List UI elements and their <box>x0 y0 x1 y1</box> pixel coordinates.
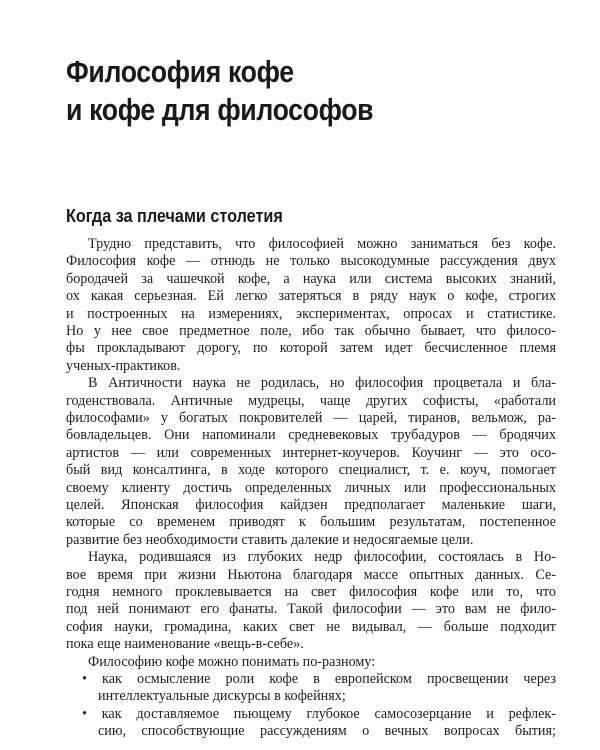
text-line: бородачей за чашечкой кофе, а наука или система высоких знаний, <box>66 270 556 287</box>
text-line: Но у нее свое предметное поле, ибо так обычно бывает, что филосо- <box>66 323 556 339</box>
text-line: ученых-практиков. <box>66 357 181 374</box>
chapter-title-line-1: Философия кофе <box>66 54 294 89</box>
text-line: Философию кофе можно понимать по-разному: <box>88 653 376 670</box>
text-line: Трудно представить, что философией можно заниматься без кофе. <box>88 236 556 252</box>
text-line: и построенных на измерениях, экспериментах, опросах и статистике. <box>66 305 556 322</box>
text-line: фы прокладывают дорогу, по которой затем идет бесчисленное племя <box>66 340 556 357</box>
text-line: под ней понимают его фанаты. Такой философии — это вам не фило- <box>66 601 556 618</box>
text-line: годня немного проклевывается на свет философия кофе или то, что <box>66 584 556 600</box>
text-line: годенствовала. Античные мудрецы, чаще других софисты, «работали <box>66 392 556 409</box>
chapter-title-line-2: и кофе для философов <box>66 92 374 127</box>
text-line: целей. Японская философия кайдзен предполагает маленькие шаги, <box>66 497 556 513</box>
text-line: своему клиенту достичь определенных личных или профессиональных <box>66 479 556 496</box>
text-line: • как доставляемое пьющему глубокое самосозерцание и рефлек- <box>82 705 556 722</box>
text-line: развитие без необходимости ставить далекие и недосягаемые цели. <box>66 531 474 548</box>
text-line: артистов — или современных интернет-коучеров. Коучинг — это осо- <box>66 444 556 461</box>
text-line: В Античности наука не родилась, но философия процветала и бла- <box>88 375 556 392</box>
text-line: сию, способствующие рассуждениям о вечных вопросах бытия; <box>98 723 556 740</box>
section-heading: Когда за плечами столетия <box>66 206 283 226</box>
text-line: вое время при жизни Ньютона благодаря массе опытных данных. Се- <box>66 566 556 583</box>
text-line: софия науки, громадина, каких свет не видывал, — больше подходит <box>66 618 556 635</box>
text-line: пока еще наименование «вещь-в-себе». <box>66 636 304 653</box>
text-line: которые со временем приводят к большим результатам, постепенное <box>66 514 556 531</box>
text-line: • как осмысление роли кофе в европейском просвещении через <box>82 671 556 687</box>
text-line: ох какая серьезная. Ей легко затеряться в ряду наук о кофе, строгих <box>66 288 556 305</box>
text-line: бовладельцев. Они напоминали средневековых трубадуров — бродячих <box>66 427 556 444</box>
text-line: философами» у богатых покровителей — царей, тиранов, вельмож, ра- <box>66 410 556 426</box>
text-line: интеллектуальные дискурсы в кофейнях; <box>98 688 346 705</box>
text-line: Наука, родившаяся из глубоких недр философии, состоялась в Но- <box>88 549 556 566</box>
text-line: бый вид консалтинга, в ходе которого специалист, т. е. коуч, помогает <box>66 462 556 479</box>
text-line: Философия кофе — отнюдь не только высокодумные рассуждения двух <box>66 253 556 270</box>
